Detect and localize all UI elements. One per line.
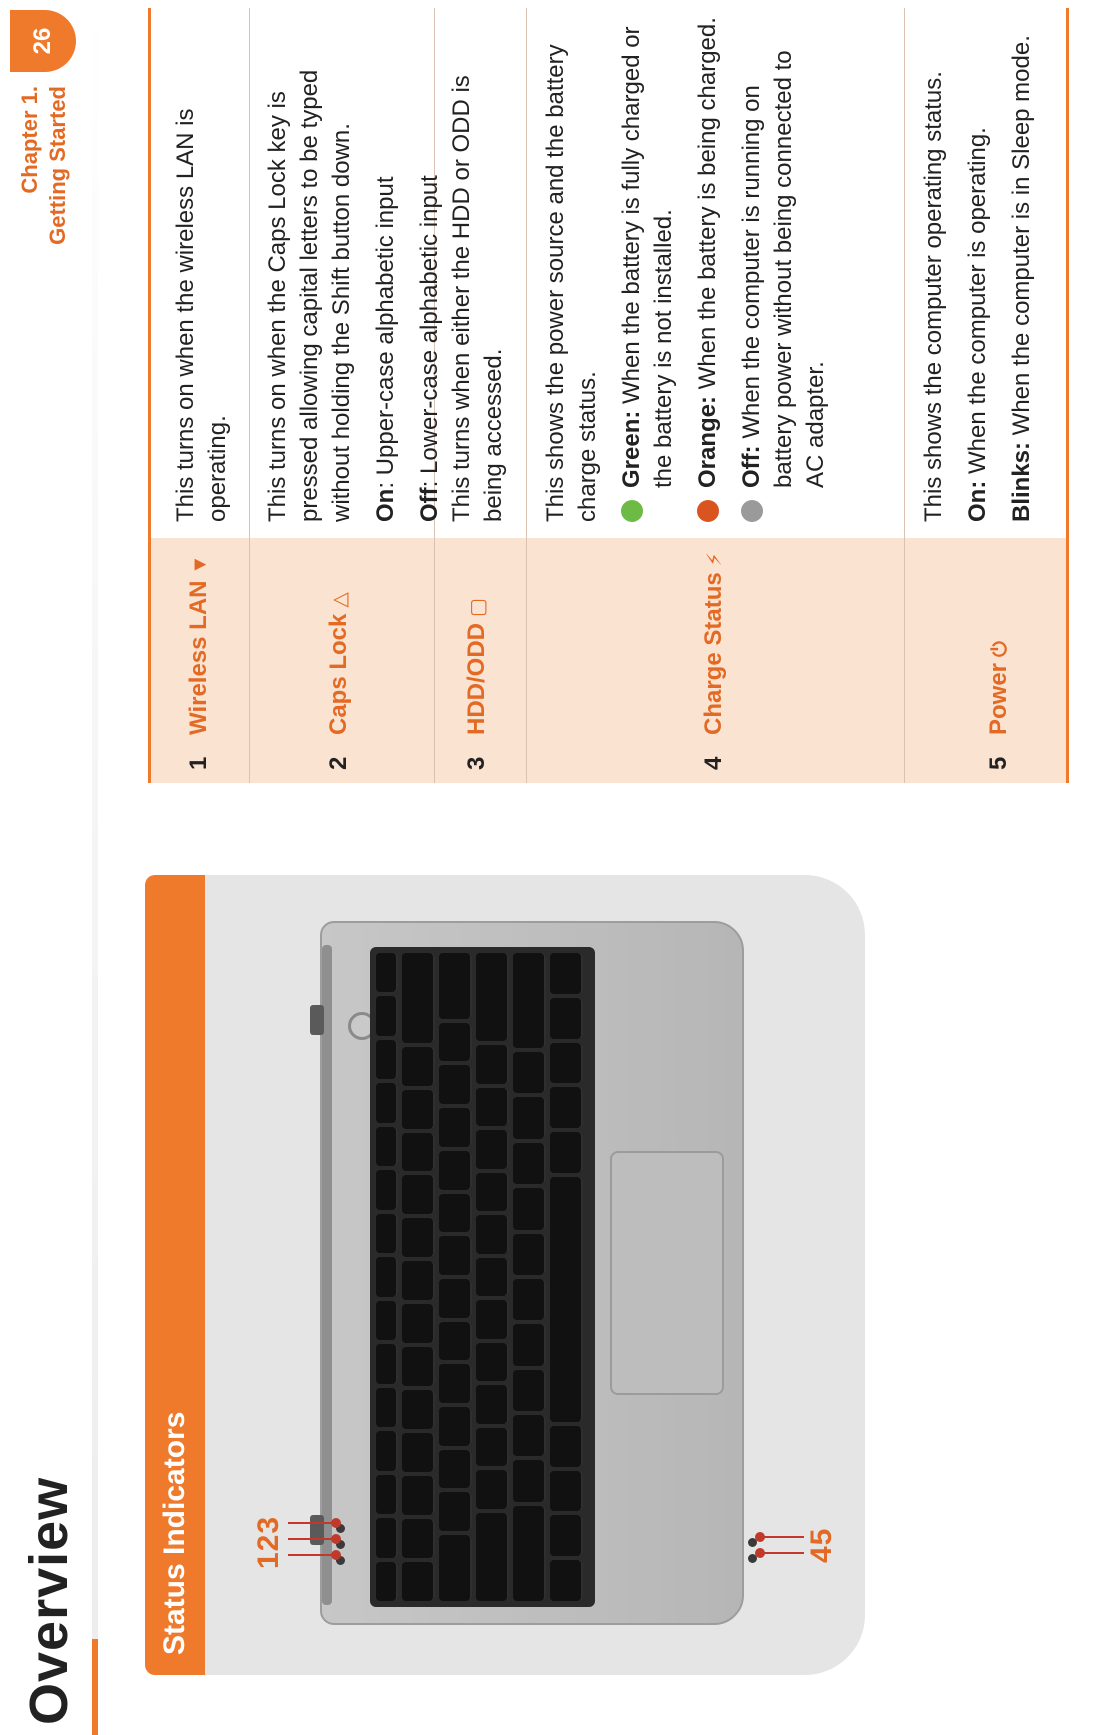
row-separator xyxy=(904,8,905,783)
hdd-odd-icon: ▢ xyxy=(467,598,489,617)
description: This turns on when the wireless LAN is operating. xyxy=(172,108,231,522)
row-desc-power xyxy=(918,17,1050,522)
charge-status-icon: ⚡ xyxy=(704,552,726,567)
callout-line-2 xyxy=(288,1538,336,1540)
hinge-left xyxy=(310,1515,324,1545)
state-on: On: When the computer is operating. xyxy=(964,127,991,522)
description: This shows the power source and the battery charge status. xyxy=(542,44,601,522)
gray-dot-icon xyxy=(741,500,763,522)
description: This turns when either the HDD or ODD is being accessed. xyxy=(448,75,507,522)
touchpad-illustration xyxy=(610,1151,724,1395)
section-heading: Status Indicators xyxy=(145,875,205,1675)
header-accent xyxy=(92,1639,98,1735)
callout-line-1 xyxy=(288,1554,336,1556)
state-blinks: Blinks: When the computer is in Sleep mode. xyxy=(1008,35,1035,522)
row-number-1: 1 xyxy=(185,756,212,770)
row-name-charge-status xyxy=(700,552,728,735)
description: This turns on when the Caps Lock key is pressed allowing capital letters to be typed without holding the Shift button down. xyxy=(264,69,355,522)
row-number-4: 4 xyxy=(700,756,727,770)
state-on: On: Upper-case alphabetic input xyxy=(372,176,399,522)
row-desc-wireless-lan xyxy=(170,17,246,522)
row-number-3: 3 xyxy=(463,756,490,770)
power-icon: ⏻ xyxy=(989,641,1011,657)
chapter-title: Getting Started xyxy=(45,86,70,245)
description: This shows the computer operating status. xyxy=(920,71,947,522)
row-desc-charge-status xyxy=(540,17,844,522)
state-off: Off: When the computer is running on battery power without being connected to AC adapter. xyxy=(736,17,832,522)
chapter-number: Chapter 1. xyxy=(17,86,42,194)
page-title: Overview xyxy=(19,1476,79,1725)
row-name-caps-lock xyxy=(325,592,353,735)
row-name-label: Charge Status xyxy=(700,572,727,735)
hinge-right xyxy=(310,1005,324,1035)
row-name-hdd-odd xyxy=(463,598,491,735)
callout-line-5 xyxy=(760,1536,804,1538)
row-name-wireless-lan xyxy=(185,555,213,735)
orange-dot-icon xyxy=(697,500,719,522)
callout-label-4-5: 45 xyxy=(805,1527,838,1563)
callout-label-1-3: 123 xyxy=(252,1515,285,1569)
keyboard-illustration xyxy=(370,947,595,1607)
table-top-rule xyxy=(148,8,151,783)
row-name-label: Wireless LAN xyxy=(185,580,212,735)
callout-dot-1 xyxy=(331,1550,341,1560)
row-name-label: Caps Lock xyxy=(325,613,352,735)
callout-line-4 xyxy=(760,1552,804,1554)
callout-dot-4 xyxy=(755,1548,765,1558)
row-name-label: HDD/ODD xyxy=(463,623,490,735)
callout-dot-2 xyxy=(331,1534,341,1544)
callout-line-3 xyxy=(288,1522,336,1524)
page-number-badge: 26 xyxy=(10,10,76,72)
state-off: Off: Lower-case alphabetic input xyxy=(416,175,443,522)
header-divider xyxy=(92,0,98,1735)
state-orange: Orange: When the battery is being charged. xyxy=(692,17,724,522)
caps-lock-icon: △ xyxy=(329,592,351,608)
table-name-column xyxy=(151,538,1066,783)
state-green: Green: When the battery is fully charged or the battery is not installed. xyxy=(616,17,680,522)
row-number-2: 2 xyxy=(325,756,352,770)
row-number-5: 5 xyxy=(985,756,1012,770)
row-separator xyxy=(526,8,527,783)
wireless-lan-icon: ▼ xyxy=(189,554,211,575)
row-name-label: Power xyxy=(985,662,1012,735)
table-bottom-rule xyxy=(1066,8,1069,783)
callout-dot-5 xyxy=(755,1532,765,1542)
callout-dot-3 xyxy=(331,1518,341,1528)
row-name-power xyxy=(985,641,1013,735)
row-separator xyxy=(249,8,250,783)
green-dot-icon xyxy=(621,500,643,522)
row-desc-hdd-odd xyxy=(446,17,522,522)
row-desc-caps-lock xyxy=(262,17,458,522)
chapter-text xyxy=(10,86,72,245)
chapter-block xyxy=(10,10,76,245)
laptop-hinge xyxy=(322,945,332,1605)
